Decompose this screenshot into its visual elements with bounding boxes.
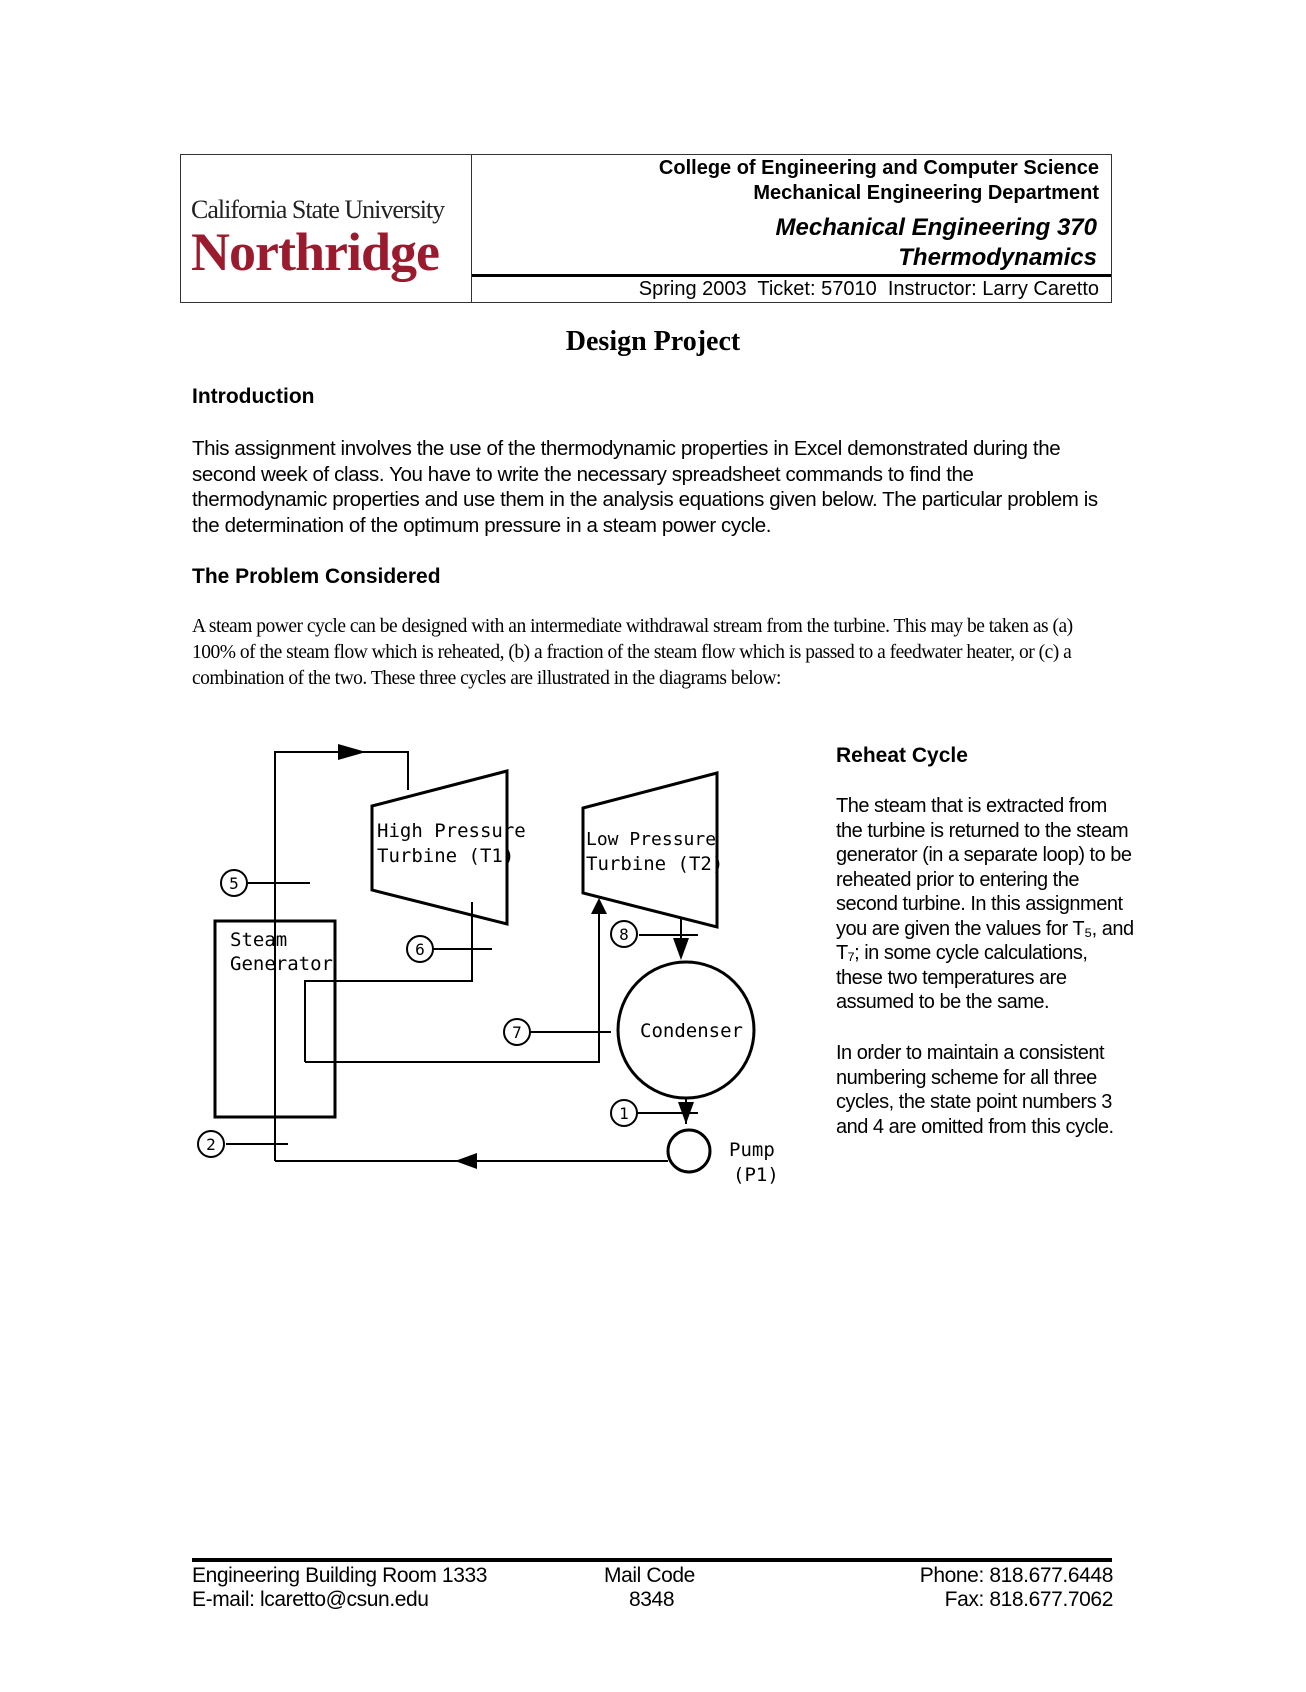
pump-label-1: Pump — [729, 1139, 775, 1161]
footer-building: Engineering Building Room 1333 — [192, 1564, 488, 1587]
arrow-to-generator — [455, 1153, 477, 1169]
reheat-line: The steam that is extracted from — [836, 795, 1107, 817]
reheat-paragraph-1 — [836, 794, 1176, 1015]
pump-shape — [668, 1130, 710, 1172]
state-1-label: 1 — [619, 1104, 629, 1123]
footer-phone: Phone: 818.677.6448 — [919, 1564, 1113, 1587]
pump-label-2: (P1) — [733, 1164, 779, 1186]
line-6-reheat — [305, 902, 472, 1062]
reheat-line: generator (in a separate loop) to be — [836, 844, 1132, 866]
condenser-label: Condenser — [640, 1020, 743, 1042]
footer-fax: Fax: 818.677.7062 — [944, 1588, 1113, 1611]
hp-turbine-label-1: High Pressure — [377, 820, 526, 842]
state-2-label: 2 — [206, 1135, 216, 1154]
reheat-line: In order to maintain a consistent — [836, 1042, 1105, 1064]
state-5-label: 5 — [229, 874, 239, 893]
footer-mail-code-label: Mail Code — [604, 1564, 695, 1587]
reheat-paragraph-2 — [836, 1041, 1176, 1139]
arrow-to-hp — [338, 744, 366, 760]
problem-heading: The Problem Considered — [192, 565, 441, 588]
intro-paragraph: This assignment involves the use of the thermodynamic properties in Excel demonstrated during the second week of class. You have to write the necessary spreadsheet commands to find the thermodynamic properties and use them in the analysis equations given below. The particular problem is the determination of the optimum pressure in a steam power cycle. — [192, 437, 1098, 537]
line-7-to-lp — [305, 906, 599, 1062]
college-name: College of Engineering and Computer Science — [658, 157, 1099, 179]
footer-mail-code: 8348 — [629, 1588, 675, 1611]
reheat-heading: Reheat Cycle — [836, 744, 968, 767]
reheat-line: assumed to be the same. — [836, 991, 1050, 1013]
department-name: Mechanical Engineering Department — [753, 182, 1099, 204]
lp-turbine-label-1: Low Pressure — [586, 829, 717, 850]
lp-turbine-shape — [583, 773, 717, 927]
reheat-line: and 4 are omitted from this cycle. — [836, 1115, 1114, 1138]
hp-turbine-label-2: Turbine (T1) — [377, 845, 515, 867]
reheat-line: these two temperatures are — [836, 966, 1067, 989]
reheat-line: cycles, the state point numbers 3 — [836, 1091, 1112, 1113]
reheat-line: you are given the values for T₅, and — [836, 917, 1134, 940]
reheat-line: T₇; in some cycle calculations, — [836, 942, 1088, 964]
state-8-label: 8 — [619, 925, 629, 944]
reheat-line: reheated prior to entering the — [836, 868, 1079, 891]
state-6-label: 6 — [415, 940, 425, 959]
generator-label-1: Steam — [230, 929, 288, 951]
lp-turbine-label-2: Turbine (T2) — [586, 853, 724, 875]
footer-email: E-mail: lcaretto@csun.edu — [192, 1588, 429, 1611]
reheat-line: numbering scheme for all three — [836, 1066, 1097, 1089]
footer-rule — [192, 1558, 1112, 1562]
reheat-line: the turbine is returned to the steam — [836, 819, 1129, 842]
course-subject: Thermodynamics — [898, 244, 1097, 271]
intro-heading: Introduction — [192, 385, 315, 408]
term-line: Spring 2003 Ticket: 57010 Instructor: Larry Caretto — [638, 278, 1099, 300]
logo-university-line: California State University — [191, 195, 445, 224]
generator-label-2: Generator — [230, 953, 333, 975]
reheat-line: second turbine. In this assignment — [836, 893, 1123, 915]
logo-university-name: Northridge — [191, 222, 439, 282]
state-7-label: 7 — [512, 1023, 522, 1042]
course-name: Mechanical Engineering 370 — [775, 214, 1097, 241]
arrow-to-condenser — [673, 938, 689, 960]
problem-paragraph: A steam power cycle can be designed with an intermediate withdrawal stream from the turbine. This may be taken as (a) 100% of the steam flow which is reheated, (b) a fraction of the steam flow which is passed to a feedwater heater, or (c) a combination of the two. These three cycles are illustrated in the diagrams below: — [192, 616, 1073, 689]
page-title: Design Project — [565, 326, 741, 357]
arrow-to-lp — [591, 898, 607, 914]
